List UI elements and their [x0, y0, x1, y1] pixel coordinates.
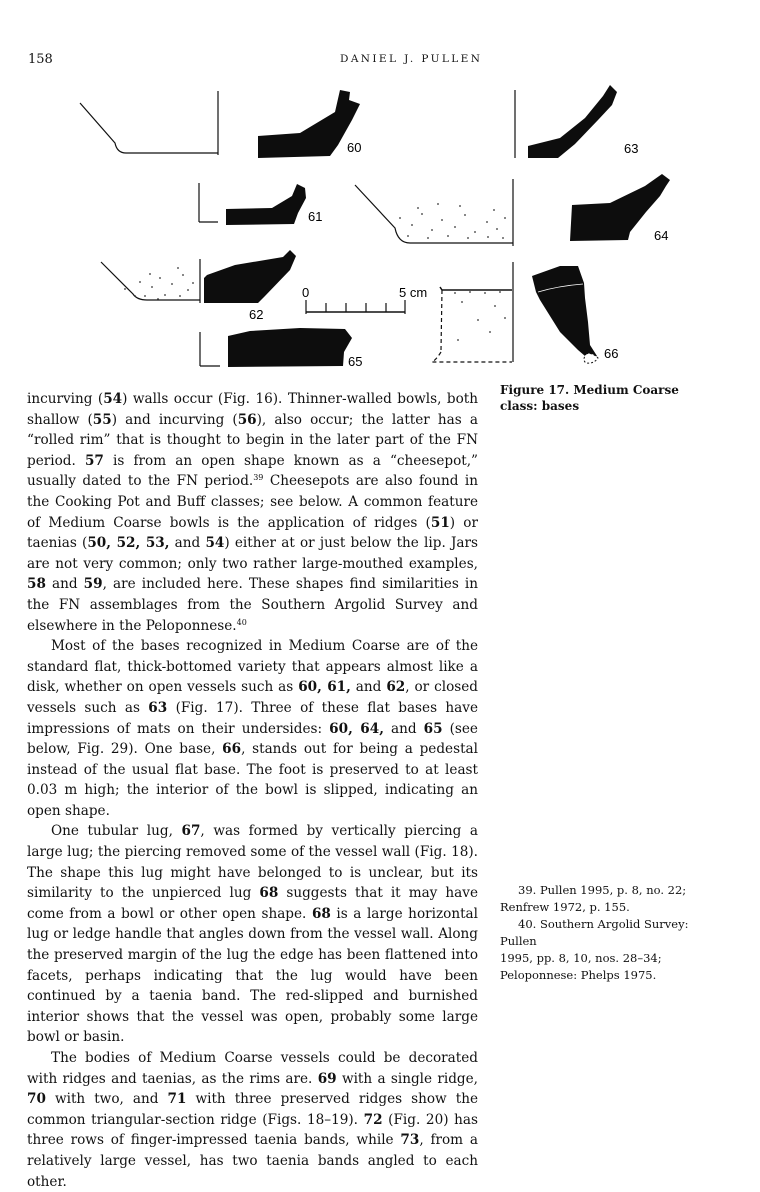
label-61: 61 [308, 209, 323, 224]
profile-64-outline [355, 185, 513, 243]
body-text [27, 389, 478, 1192]
paragraph-4: The bodies of Medium Coarse vessels could be decorated with ridges and taenias, as the rims are. 69 with a single ridge, 70 with two, and 71 with three preserved ridges show the common triangular-section ridge (Figs. 18–19). 72 (Fig. 20) has three rows of finger-impressed taenia bands, while 73, from a relatively large vessel, has two taenia bands angled to each other. [27, 1050, 478, 1190]
sherd-63 [528, 85, 617, 158]
scale-end-label: 5 cm [399, 285, 428, 300]
paragraph-1: incurving (54) walls occur (Fig. 16). Thinner-walled bowls, both shallow (55) and incurving (56), also occur; the latter has a “rolled rim” that is thought to begin in the later part of the FN period. 57 is from an open shape known as a “cheesepot,” usually dated to the FN period.$^{39}$ Cheesepots are also found in the Cooking Pot and Buff classes; see below. A common feature of Medium Coarse bowls is the application of ridges (51) or taenias (50, 52, 53, and 54) either at or just below the lip. Jars are not very common; only two rather large-mouthed examples, 58 and 59, are included here. These shapes find similarities in the FN assemblages from the Southern Argolid Survey and elsewhere in the Peloponnese.$^{40}$ [27, 391, 479, 634]
label-63: 63 [624, 141, 639, 156]
footnotes: 39. Pullen 1995, p. 8, no. 22; Renfrew 1972, p. 155. 40. Southern Argolid Survey: Pullen 1995, pp. 8, 10, nos. 28–34; Peloponnese: Phelps 1975. [500, 882, 720, 984]
paragraph-3: One tubular lug, 67, was formed by vertically piercing a large lug; the piercing removed some of the vessel wall (Fig. 18). The shape this lug might have belonged to is unclear, but its similarity to the unpierced lug 68 suggests that it may have come from a bowl or other open shape. 68 is a large horizontal lug or ledge handle that angles down from the vessel wall. Along the preserved margin of the lug the edge has been flattened into facets, perhaps indicating that the lug would have been continued by a taenia band. The red-slipped and burnished interior shows that the vessel was open, probably some large bowl or basin. [27, 823, 478, 1046]
running-head: DANIEL J. PULLEN [340, 53, 483, 65]
footnote-39: 39. Pullen 1995, p. 8, no. 22; [518, 883, 687, 897]
profile-60-outline [80, 103, 218, 153]
sherd-65 [228, 328, 352, 367]
profile-62-outline [101, 262, 200, 300]
label-66: 66 [604, 346, 619, 361]
sherd-66 [532, 266, 597, 360]
label-60: 60 [347, 140, 362, 155]
paragraph-2: Most of the bases recognized in Medium Coarse are of the standard flat, thick-bottomed variety that appears almost like a disk, whether on open vessels such as 60, 61, and 62, or closed vessels such as 63 (Fig. 17). Three of these flat bases have impressions of mats on their undersides: 60, 64, and 65 (see below, Fig. 29). One base, 66, stands out for being a pedestal instead of the usual flat base. The foot is preserved to at least 0.03 m high; the interior of the bowl is slipped, indicating an open shape. [27, 638, 478, 819]
label-65: 65 [348, 354, 363, 369]
label-62: 62 [249, 307, 264, 322]
footnote-ref-39: 39 [253, 473, 264, 483]
figure-caption: Figure 17. Medium Coarse class: bases [500, 383, 679, 413]
scale-start-label: 0 [302, 285, 310, 300]
footnote-40: 40. Southern Argolid Survey: Pullen [500, 917, 689, 948]
footnote-ref-40: 40 [236, 617, 247, 627]
page-number: 158 [28, 52, 53, 67]
sherd-61 [226, 184, 306, 225]
sherd-60 [258, 90, 360, 158]
sherd-62 [204, 250, 296, 303]
scale-bar [306, 300, 405, 314]
label-64: 64 [654, 228, 669, 243]
figure-17 [0, 0, 760, 380]
